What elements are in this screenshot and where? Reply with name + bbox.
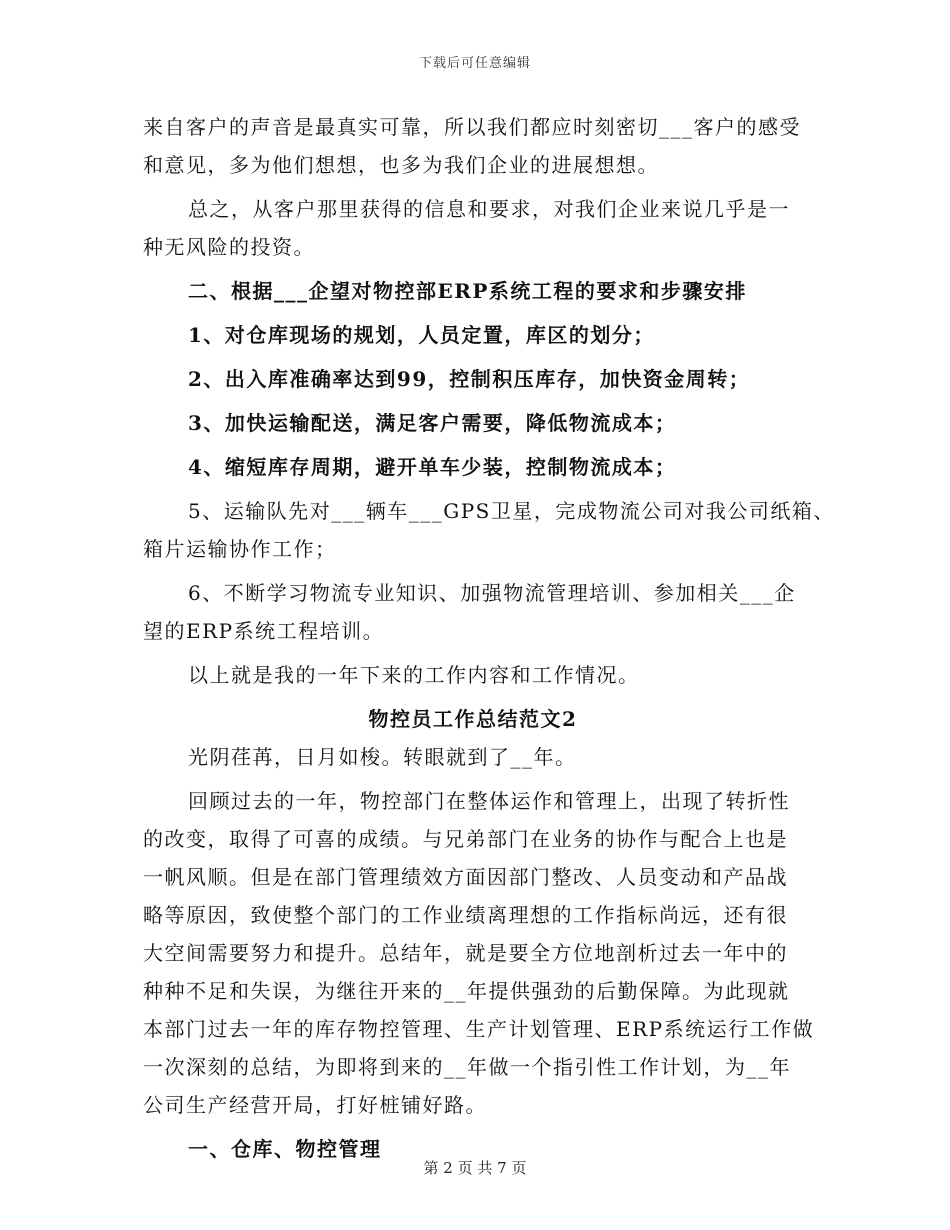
body-text-line: 和意见，多为他们想想，也多为我们企业的进展想想。 xyxy=(143,153,659,177)
body-text-line: 一帆风顺。但是在部门管理绩效方面因部门整改、人员变动和产品战 xyxy=(143,865,788,889)
body-text-line: 以上就是我的一年下来的工作内容和工作情况。 xyxy=(188,663,640,687)
list-item-continuation: 望的ERP系统工程培训。 xyxy=(143,619,385,643)
body-text-line: 种无风险的投资。 xyxy=(143,235,315,259)
body-text-line: 回顾过去的一年，物控部门在整体运作和管理上，出现了转折性 xyxy=(188,789,790,813)
body-text-line: 大空间需要努力和提升。总结年，就是要全方位地剖析过去一年中的 xyxy=(143,941,788,965)
document-body xyxy=(143,108,835,1168)
list-item: 4、缩短库存周期，避开单车少装，控制物流成本； xyxy=(188,455,677,479)
list-item: 2、出入库准确率达到99，控制积压库存，加快资金周转； xyxy=(188,367,751,391)
section-heading: 二、根据___企望对物控部ERP系统工程的要求和步骤安排 xyxy=(188,279,747,303)
body-text-line: 的改变，取得了可喜的成绩。与兄弟部门在业务的协作与配合上也是 xyxy=(143,827,788,851)
body-text-line: 来自客户的声音是最真实可靠，所以我们都应时刻密切___客户的感受 xyxy=(143,115,801,139)
section-heading: 一、仓库、物控管理 xyxy=(188,1137,382,1161)
body-text-line: 本部门过去一年的库存物控管理、生产计划管理、ERP系统运行工作做 xyxy=(143,1017,815,1041)
body-text-line: 光阴荏苒，日月如梭。转眼就到了__年。 xyxy=(188,745,577,769)
body-text-line: 种种不足和失误，为继往开来的__年提供强劲的后勤保障。为此现就 xyxy=(143,979,790,1003)
article-title: 物控员工作总结范文2 xyxy=(368,707,578,731)
list-item-continuation: 箱片运输协作工作； xyxy=(143,537,337,561)
list-item: 1、对仓库现场的规划，人员定置，库区的划分； xyxy=(188,323,655,347)
list-item: 6、不断学习物流专业知识、加强物流管理培训、参加相关___企 xyxy=(188,581,796,605)
body-text-line: 总之，从客户那里获得的信息和要求，对我们企业来说几乎是一 xyxy=(188,197,790,221)
list-item: 3、加快运输配送，满足客户需要，降低物流成本； xyxy=(188,411,677,435)
body-text-line: 一次深刻的总结，为即将到来的__年做一个指引性工作计划，为__年 xyxy=(143,1055,791,1079)
page-footer: 第 2 页 共 7 页 xyxy=(423,1159,527,1177)
body-text-line: 略等原因，致使整个部门的工作业绩离理想的工作指标尚远，还有很 xyxy=(143,903,788,927)
list-item: 5、运输队先对___辆车___GPS卫星，完成物流公司对我公司纸箱、 xyxy=(188,499,835,523)
page-header: 下载后可任意编辑 xyxy=(418,56,531,71)
body-text-line: 公司生产经营开局，打好桩铺好路。 xyxy=(143,1093,487,1117)
